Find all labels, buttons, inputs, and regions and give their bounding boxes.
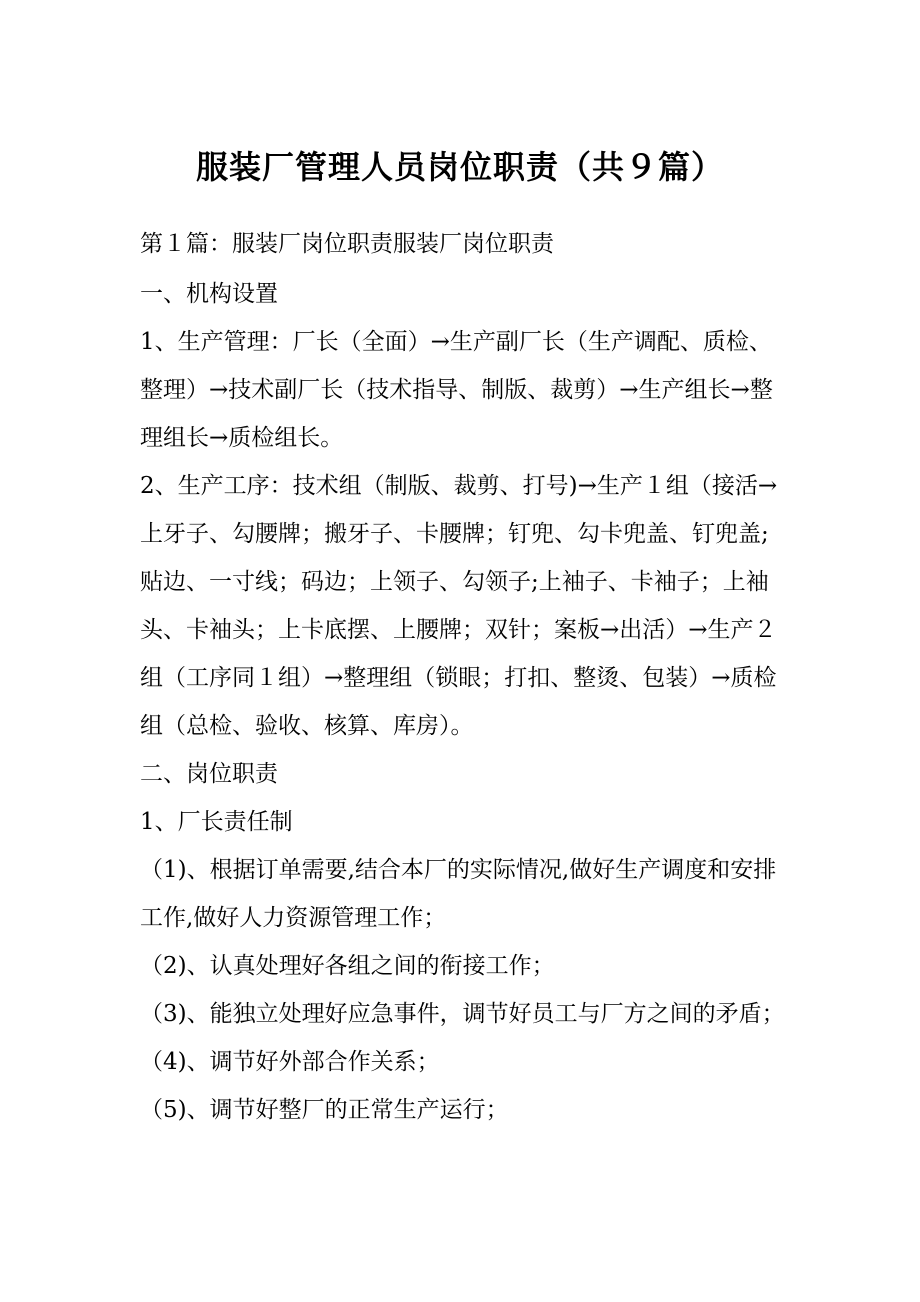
duty-item: （5)、调节好整厂的正常生产运行；	[140, 1097, 509, 1123]
subsection-heading-director: 1、厂长责任制	[140, 809, 293, 835]
duty-item: （2)、认真处理好各组之间的衔接工作；	[140, 953, 555, 979]
section-heading-org: 一、机构设置	[140, 281, 278, 307]
duty-item: （1)、根据订单需要,结合本厂的实际情况,做好生产调度和安排工作,做好人力资源管理工作；	[140, 857, 777, 931]
section-heading-duties: 二、岗位职责	[140, 761, 278, 787]
document-title: 服装厂管理人员岗位职责（共９篇）	[195, 148, 724, 186]
paragraph-production-process: 2、生产工序：技术组（制版、裁剪、打号)→生产１组（接活→上牙子、勾腰牌；搬牙子、卡腰牌；钉兜、勾卡兜盖、钉兜盖;贴边、一寸线；码边；上领子、勾领子;上袖子、卡袖子；上袖头、卡袖头；上卡底摆、上腰牌；双针；案板→出活）→生产２组（工序同１组）→整理组（锁眼；打扣、整烫、包装）→质检组（总检、验收、核算、库房）。	[140, 473, 778, 739]
duty-item: （3)、能独立处理好应急事件，调节好员工与厂方之间的矛盾；	[140, 1001, 785, 1027]
paragraph-production-management: 1、生产管理：厂长（全面）→生产副厂长（生产调配、质检、整理）→技术副厂长（技术指导、制版、裁剪）→生产组长→整理组长→质检组长。	[140, 329, 773, 451]
document-body	[140, 220, 790, 1134]
duty-item: （4)、调节好外部合作关系；	[140, 1049, 440, 1075]
chapter-heading: 第１篇：服装厂岗位职责服装厂岗位职责	[140, 231, 554, 257]
